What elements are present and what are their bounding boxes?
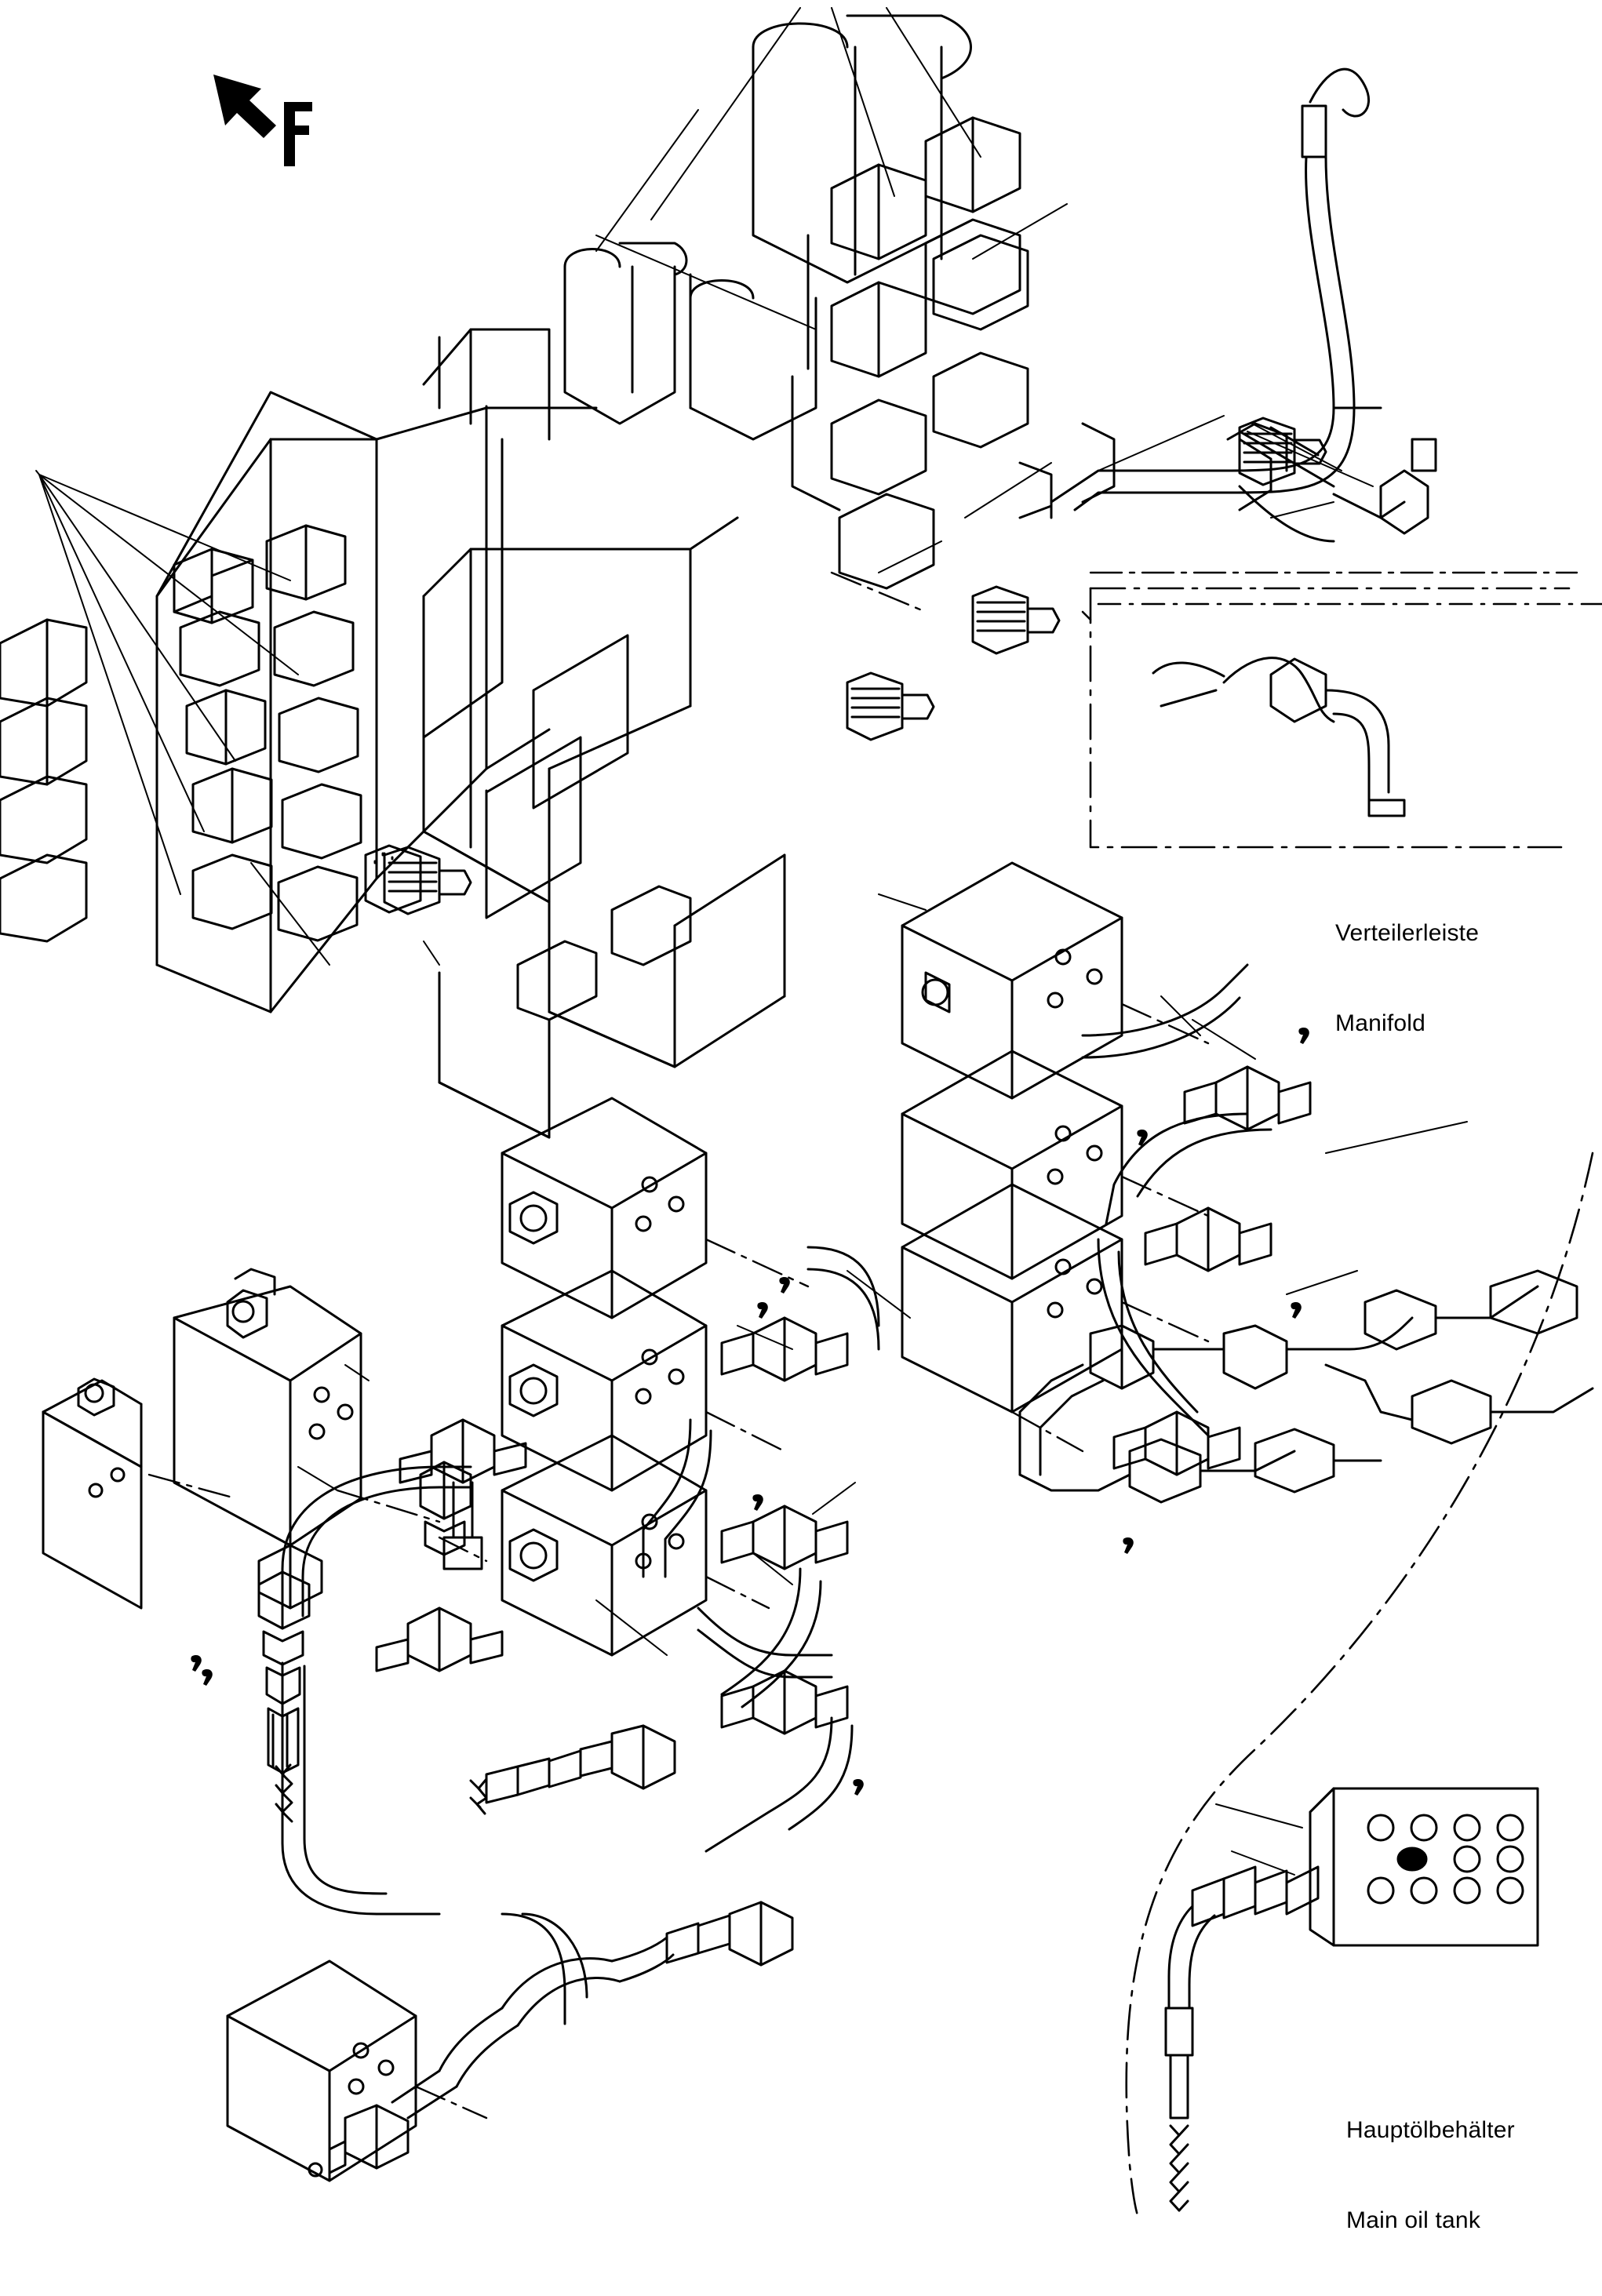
upper-right-hose-assembly — [1020, 69, 1436, 541]
upper-left-valve-block — [0, 329, 596, 1012]
manifold-hose-assembly — [1153, 658, 1404, 816]
manifold-region-boundary — [1083, 604, 1602, 620]
upper-center-body — [424, 16, 1028, 1137]
callout-label-oiltank-en: Main oil tank — [1346, 2207, 1481, 2233]
callout-leaders — [251, 8, 1467, 1875]
front-direction-arrow — [213, 75, 312, 166]
lower-right-hose-cluster — [1020, 1271, 1593, 1502]
cross-fittings — [259, 1420, 526, 1773]
valve-blocks-center — [43, 863, 1122, 2181]
callout-label-manifold — [1335, 858, 1479, 1099]
center-leader-lines — [149, 573, 1577, 2118]
callout-label-oiltank-de: Hauptölbehälter — [1346, 2116, 1515, 2143]
qty-marks — [191, 1028, 1309, 1796]
threaded-hose-ends — [276, 1726, 792, 2173]
callout-label-manifold-en: Manifold — [1335, 1010, 1425, 1036]
callout-label-manifold-de: Verteilerleiste — [1335, 919, 1480, 946]
callout-label-main-oil-tank — [1346, 2055, 1515, 2296]
manifold-region-frame — [1090, 588, 1569, 847]
